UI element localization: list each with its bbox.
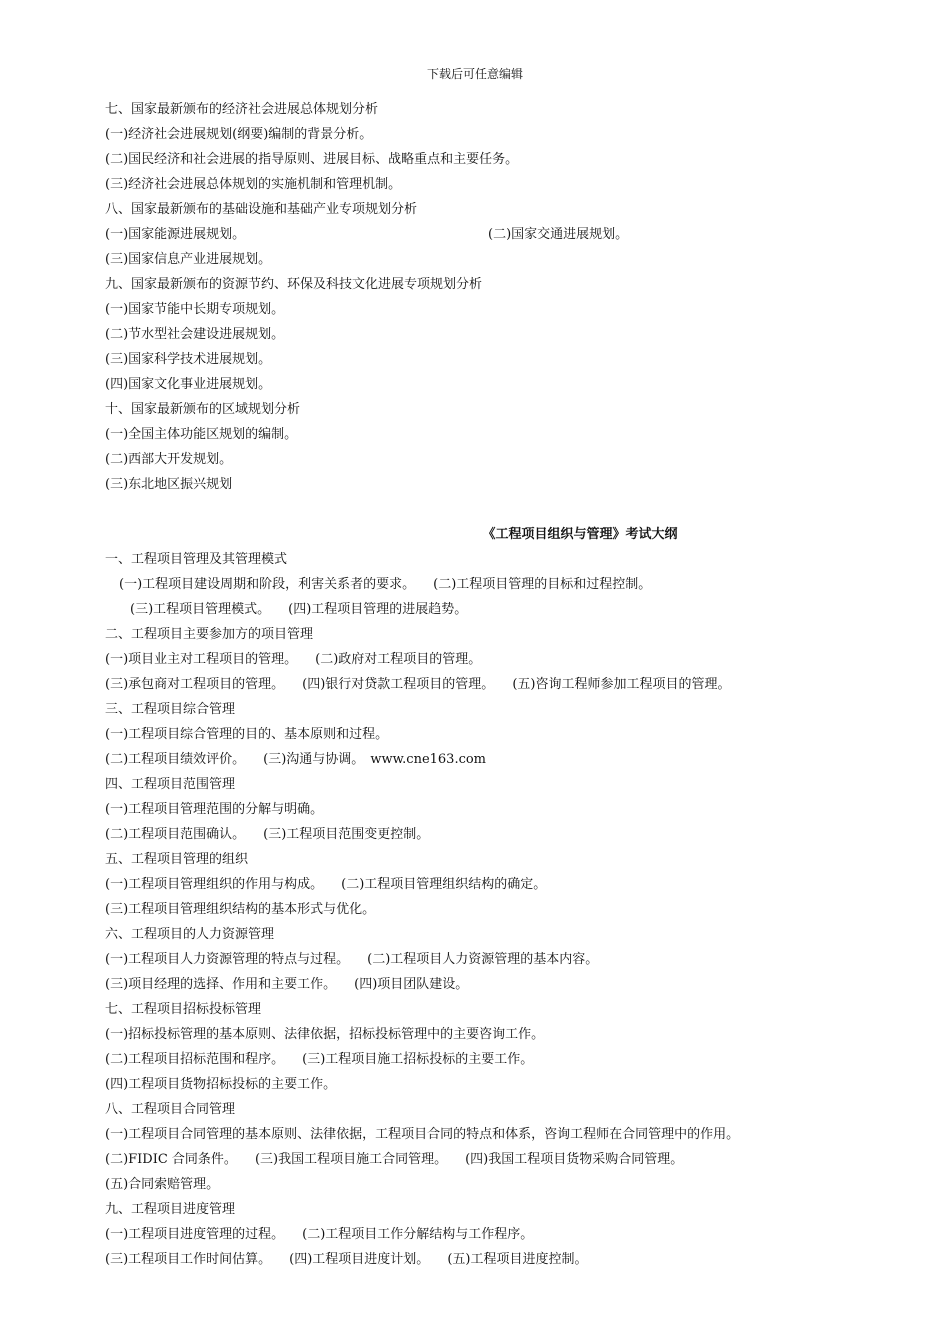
section-heading: 七、国家最新颁布的经济社会进展总体规划分析 xyxy=(105,102,379,117)
spacer xyxy=(105,497,925,522)
list-item: (二)工程项目招标范围和程序。 xyxy=(105,1052,285,1067)
list-item-triple xyxy=(105,1147,925,1172)
list-item: (三)工程项目范围变更控制。 xyxy=(263,827,430,842)
list-item-pair xyxy=(105,947,925,972)
list-item: (二)国民经济和社会进展的指导原则、进展目标、战略重点和主要任务。 xyxy=(105,152,519,167)
list-item: (三)国家信息产业进展规划。 xyxy=(105,252,272,267)
list-item: (三)沟通与协调。 xyxy=(263,752,365,767)
syllabus-title: 《工程项目组织与管理》考试大纲 xyxy=(482,527,678,542)
list-item-pair xyxy=(105,597,925,622)
list-item: (四)工程项目管理的进展趋势。 xyxy=(288,602,468,617)
section-heading: 五、工程项目管理的组织 xyxy=(105,852,249,867)
list-item: (二)工程项目管理的目标和过程控制。 xyxy=(433,577,652,592)
list-item: (一)经济社会进展规划(纲要)编制的背景分析。 xyxy=(105,127,373,142)
section-heading: 八、工程项目合同管理 xyxy=(105,1102,236,1117)
list-item: (一)工程项目管理范围的分解与明确。 xyxy=(105,802,324,817)
list-item: (四)银行对贷款工程项目的管理。 xyxy=(302,677,495,692)
list-item: (一)招标投标管理的基本原则、法律依据，招标投标管理中的主要咨询工作。 xyxy=(105,1027,545,1042)
list-item-triple xyxy=(105,747,925,772)
list-item: (三)经济社会进展总体规划的实施机制和管理机制。 xyxy=(105,177,402,192)
list-item: (三)工程项目管理模式。 xyxy=(130,602,271,617)
list-item: (四)工程项目货物招标投标的主要工作。 xyxy=(105,1077,337,1092)
list-item: (三)承包商对工程项目的管理。 xyxy=(105,677,285,692)
list-item: (二)政府对工程项目的管理。 xyxy=(315,652,482,667)
list-item: (二)工程项目工作分解结构与工作程序。 xyxy=(302,1227,534,1242)
list-item: (一)工程项目人力资源管理的特点与过程。 xyxy=(105,952,350,967)
section-heading: 一、工程项目管理及其管理模式 xyxy=(105,552,288,567)
website-text: www.cne163.com xyxy=(370,752,487,767)
list-item-pair xyxy=(105,972,925,997)
section-heading: 三、工程项目综合管理 xyxy=(105,702,236,717)
document-body xyxy=(105,97,925,1272)
list-item: (三)我国工程项目施工合同管理。 xyxy=(254,1152,448,1167)
list-item: (三)工程项目施工招标投标的主要工作。 xyxy=(302,1052,534,1067)
list-item: (一)工程项目合同管理的基本原则、法律依据，工程项目合同的特点和体系，咨询工程师在合同管理中的作用。 xyxy=(105,1127,740,1142)
list-item: (二)工程项目人力资源管理的基本内容。 xyxy=(367,952,599,967)
list-item: (四)我国工程项目货物采购合同管理。 xyxy=(465,1152,684,1167)
list-item: (三)东北地区振兴规划 xyxy=(105,477,233,492)
list-item-triple xyxy=(105,672,925,697)
list-item: (五)合同索赔管理。 xyxy=(105,1177,220,1192)
section-heading: 八、国家最新颁布的基础设施和基础产业专项规划分析 xyxy=(105,202,418,217)
list-item-pair xyxy=(105,872,925,897)
list-item: (二)西部大开发规划。 xyxy=(105,452,233,467)
list-item-pair xyxy=(105,1222,925,1247)
list-item: (一)国家节能中长期专项规划。 xyxy=(105,302,285,317)
list-item-pair xyxy=(105,822,925,847)
section-heading: 七、工程项目招标投标管理 xyxy=(105,1002,262,1017)
section-heading: 四、工程项目范围管理 xyxy=(105,777,236,792)
list-item: (一)工程项目建设周期和阶段，利害关系者的要求。 xyxy=(119,577,416,592)
list-item: (四)国家文化事业进展规划。 xyxy=(105,377,272,392)
list-item: (五)咨询工程师参加工程项目的管理。 xyxy=(512,677,731,692)
list-item: (五)工程项目进度控制。 xyxy=(447,1252,588,1267)
list-item: (一)工程项目综合管理的目的、基本原则和过程。 xyxy=(105,727,389,742)
list-item: (二)工程项目范围确认。 xyxy=(105,827,246,842)
list-item: (一)工程项目进度管理的过程。 xyxy=(105,1227,285,1242)
list-item: (一)项目业主对工程项目的管理。 xyxy=(105,652,298,667)
list-item-pair xyxy=(105,1047,925,1072)
list-item-pair xyxy=(105,222,925,247)
list-item: (三)项目经理的选择、作用和主要工作。 xyxy=(105,977,337,992)
list-item: (二)节水型社会建设进展规划。 xyxy=(105,327,285,342)
section-heading: 九、国家最新颁布的资源节约、环保及科技文化进展专项规划分析 xyxy=(105,277,483,292)
list-item: (二)国家交通进展规划。 xyxy=(488,227,629,242)
list-item: (三)工程项目工作时间估算。 xyxy=(105,1252,272,1267)
section-heading: 九、工程项目进度管理 xyxy=(105,1202,236,1217)
list-item: (一)国家能源进展规划。 xyxy=(105,227,246,242)
list-item: (三)国家科学技术进展规划。 xyxy=(105,352,272,367)
list-item: (二)工程项目绩效评价。 xyxy=(105,752,246,767)
section-heading: 十、国家最新颁布的区域规划分析 xyxy=(105,402,301,417)
list-item-pair xyxy=(105,647,925,672)
list-item: (二)工程项目管理组织结构的确定。 xyxy=(341,877,547,892)
list-item: (四)项目团队建设。 xyxy=(354,977,469,992)
list-item-triple xyxy=(105,1247,925,1272)
page-header: 下载后可任意编辑 xyxy=(426,67,523,81)
list-item-pair xyxy=(105,572,925,597)
section-heading: 二、工程项目主要参加方的项目管理 xyxy=(105,627,314,642)
list-item: (三)工程项目管理组织结构的基本形式与优化。 xyxy=(105,902,376,917)
list-item: (二)FIDIC 合同条件。 xyxy=(105,1152,237,1167)
list-item: (一)全国主体功能区规划的编制。 xyxy=(105,427,298,442)
section-heading: 六、工程项目的人力资源管理 xyxy=(105,927,275,942)
list-item: (四)工程项目进度计划。 xyxy=(289,1252,430,1267)
list-item: (一)工程项目管理组织的作用与构成。 xyxy=(105,877,324,892)
